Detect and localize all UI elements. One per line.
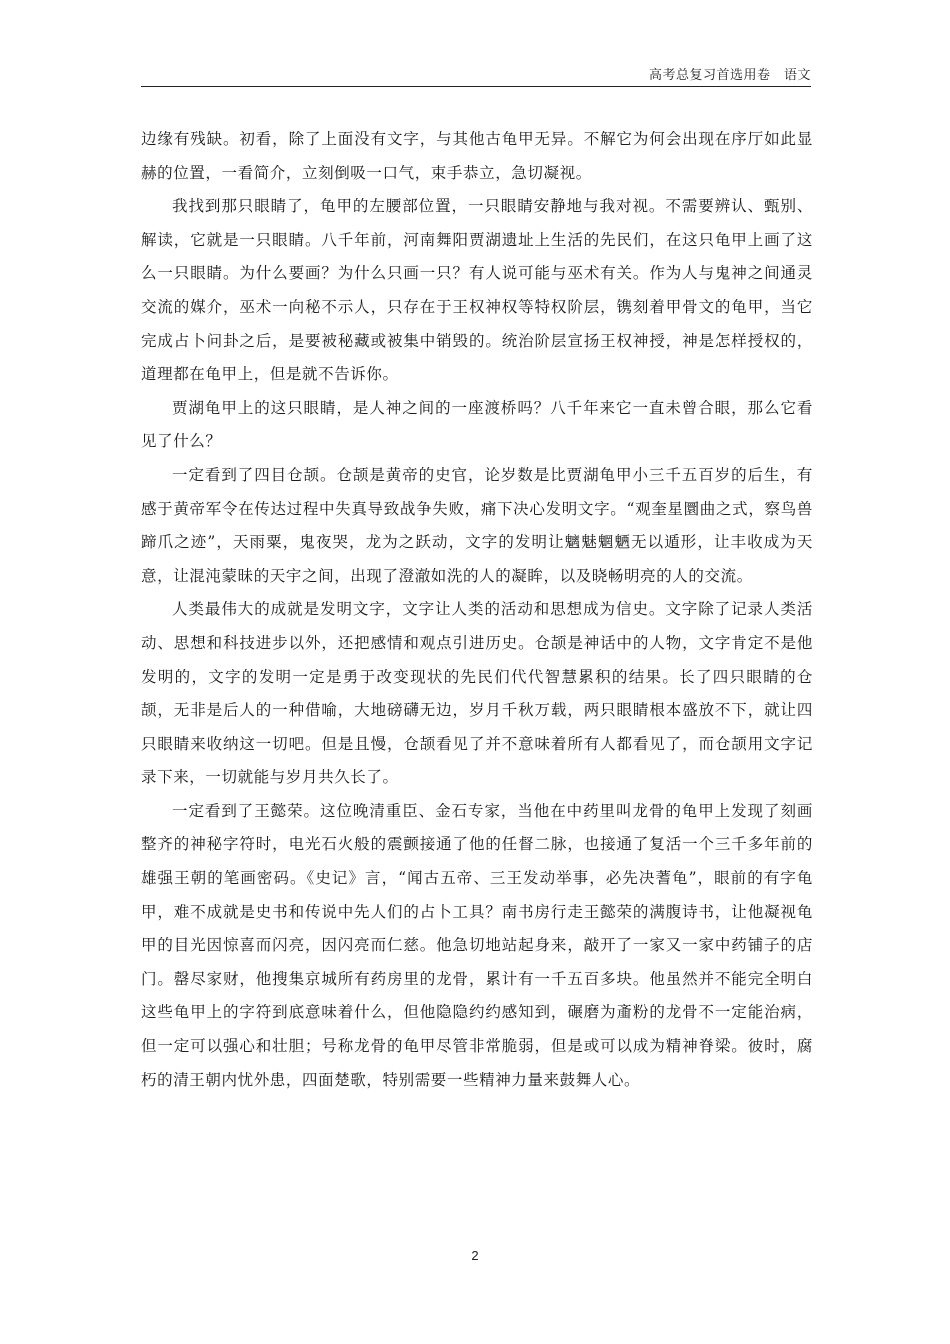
paragraph: 贾湖龟甲上的这只眼睛，是人神之间的一座渡桥吗？八千年来它一直未曾合眼，那么它看见了什么？: [141, 398, 813, 451]
header-title: 高考总复习首选用卷 语文: [648, 68, 811, 83]
page-number: 2: [471, 1248, 479, 1263]
page-header: [141, 68, 811, 87]
paragraph: 一定看到了王懿荣。这位晚清重臣、金石专家，当他在中药里叫龙骨的龟甲上发现了刻画整齐的神秘字符时，电光石火般的震颤接通了他的任督二脉，也接通了复活一个三千多年前的雄强王朝的笔画密码。《史记》言，“闻古五帝、三王发动举事，必先决蓍龟”，眼前的有字龟甲，难不成就是史书和传说中先人们的占卜工具？南书房行走王懿荣的满腹诗书，让他凝视龟甲的目光因惊喜而闪亮，因闪亮而仁慈。他急切地站起身来，敲开了一家又一家中药铺子的店门。罄尽家财，他搜集京城所有药房里的龙骨，累计有一千五百多块。他虽然并不能完全明白这些龟甲上的字符到底意味着什么，但他隐隐约约感知到，碾磨为齑粉的龙骨不一定能治病，但一定可以强心和壮胆；号称龙骨的龟甲尽管非常脆弱，但是或可以成为精神脊梁。彼时，腐朽的清王朝内忧外患，四面楚歌，特别需要一些精神力量来鼓舞人心。: [141, 801, 813, 1089]
paragraph: 我找到那只眼睛了，龟甲的左腰部位置，一只眼睛安静地与我对视。不需要辨认、甄别、解读，它就是一只眼睛。八千年前，河南舞阳贾湖遗址上生活的先民们，在这只龟甲上画了这么一只眼睛。为什么要画？为什么只画一只？有人说可能与巫术有关。作为人与鬼神之间通灵交流的媒介，巫术一向秘不示人，只存在于王权神权等特权阶层，镌刻着甲骨文的龟甲，当它完成占卜问卦之后，是要被秘藏或被集中销毁的。统治阶层宣扬王权神授，神是怎样授权的，道理都在龟甲上，但是就不告诉你。: [141, 197, 813, 384]
paragraph: 边缘有残缺。初看，除了上面没有文字，与其他古龟甲无异。不解它为何会出现在序厅如此显赫的位置，一看简介，立刻倒吸一口气，束手恭立，急切凝视。: [141, 130, 813, 182]
paragraph: 一定看到了四目仓颉。仓颉是黄帝的史官，论岁数是比贾湖龟甲小三千五百岁的后生，有感于黄帝军令在传达过程中失真导致战争失败，痛下决心发明文字。“观奎星圜曲之式，察鸟兽蹄爪之迹”，天雨粟，鬼夜哭，龙为之跃动，文字的发明让魑魅魍魉无以遁形，让丰收成为天意，让混沌蒙昧的天宇之间，出现了澄澈如洗的人的凝眸，以及晓畅明亮的人的交流。: [141, 465, 813, 585]
paragraph: 人类最伟大的成就是发明文字，文字让人类的活动和思想成为信史。文字除了记录人类活动、思想和科技进步以外，还把感情和观点引进历史。仓颉是神话中的人物，文字肯定不是他发明的，文字的发明一定是勇于改变现状的先民们代代智慧累积的结果。长了四只眼睛的仓颉，无非是后人的一种借喻，大地磅礴无边，岁月千秋万载，两只眼睛根本盛放不下，就让四只眼睛来收纳这一切吧。但是且慢，仓颉看见了并不意味着所有人都看见了，而仓颉用文字记录下来，一切就能与岁月共久长了。: [141, 600, 813, 787]
article-body: [141, 123, 813, 1097]
